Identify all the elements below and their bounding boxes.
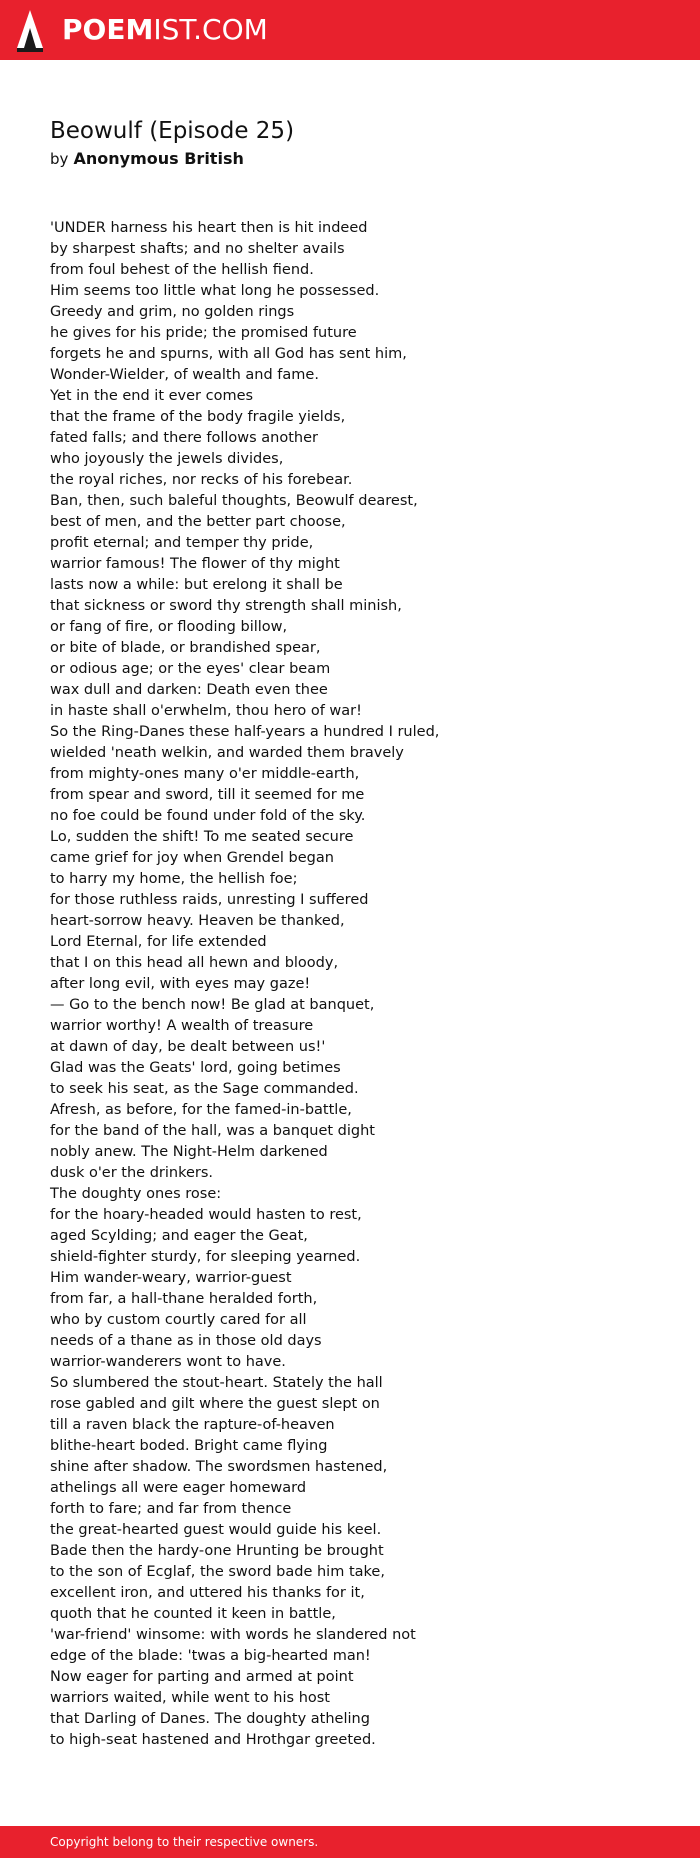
poem-line: Lo, sudden the shift! To me seated secure <box>50 829 354 845</box>
poem-line: or odious age; or the eyes' clear beam <box>50 661 331 677</box>
poem-line: for the hoary-headed would hasten to rest, <box>50 1207 362 1223</box>
poem-line: warrior worthy! A wealth of treasure <box>50 1018 314 1034</box>
poem-line: Lord Eternal, for life extended <box>50 934 267 950</box>
poem-line: Glad was the Geats' lord, going betimes <box>50 1060 341 1076</box>
poem-line: The doughty ones rose: <box>50 1186 222 1202</box>
poem-line: after long evil, with eyes may gaze! <box>50 976 311 992</box>
poem-line: for the band of the hall, was a banquet dight <box>50 1123 375 1139</box>
poem-line: edge of the blade: 'twas a big-hearted man! <box>50 1648 371 1664</box>
poem-line: 'UNDER harness his heart then is hit indeed <box>50 220 368 236</box>
poem-line: in haste shall o'erwhelm, thou hero of war! <box>50 703 362 719</box>
poem-line: 'war-friend' winsome: with words he slandered not <box>50 1627 416 1643</box>
poem-line: So slumbered the stout-heart. Stately the hall <box>50 1375 383 1391</box>
poem-line: Him wander-weary, warrior-guest <box>50 1270 292 1286</box>
poem-line: Yet in the end it ever comes <box>50 388 254 404</box>
byline <box>50 147 244 171</box>
poem-line: forgets he and spurns, with all God has sent him, <box>50 346 407 362</box>
poem-line: Ban, then, such baleful thoughts, Beowulf dearest, <box>50 493 418 509</box>
poem-line: forth to fare; and far from thence <box>50 1501 292 1517</box>
poem-line: the great-hearted guest would guide his keel. <box>50 1522 382 1538</box>
copyright-text: Copyright belong to their respective owners. <box>50 1835 319 1849</box>
poem-line: quoth that he counted it keen in battle, <box>50 1606 336 1622</box>
poem-line: Bade then the hardy-one Hrunting be brought <box>50 1543 384 1559</box>
poem-line: to high-seat hastened and Hrothgar greeted. <box>50 1732 376 1748</box>
poem-line: that sickness or sword thy strength shall minish, <box>50 598 402 614</box>
poem-line: rose gabled and gilt where the guest slept on <box>50 1396 380 1412</box>
poem-line: needs of a thane as in those old days <box>50 1333 322 1349</box>
poem-line: wielded 'neath welkin, and warded them bravely <box>50 745 404 761</box>
poem-line: who joyously the jewels divides, <box>50 451 284 467</box>
poem-line: Him seems too little what long he possessed. <box>50 283 380 299</box>
poem-line: profit eternal; and temper thy pride, <box>50 535 314 551</box>
author-name[interactable]: Anonymous British <box>73 149 244 168</box>
poem-line: Wonder-Wielder, of wealth and fame. <box>50 367 319 383</box>
poem-line: aged Scylding; and eager the Geat, <box>50 1228 308 1244</box>
poem-line: he gives for his pride; the promised future <box>50 325 357 341</box>
poem-line: wax dull and darken: Death even thee <box>50 682 328 698</box>
poem-line: nobly anew. The Night-Helm darkened <box>50 1144 328 1160</box>
poem-line: or fang of fire, or flooding billow, <box>50 619 288 635</box>
poem-line: from spear and sword, till it seemed for me <box>50 787 365 803</box>
poem-line: dusk o'er the drinkers. <box>50 1165 214 1181</box>
logo-bold-text: POEM <box>62 13 154 46</box>
poem-line: that Darling of Danes. The doughty atheling <box>50 1711 370 1727</box>
pencil-tip-icon[interactable] <box>16 10 44 52</box>
poem-line: So the Ring-Danes these half-years a hundred I ruled, <box>50 724 440 740</box>
poem-line: blithe-heart boded. Bright came flying <box>50 1438 328 1454</box>
site-logo[interactable] <box>62 10 268 50</box>
site-header <box>0 0 700 60</box>
poem-line: excellent iron, and uttered his thanks for it, <box>50 1585 365 1601</box>
poem-line: the royal riches, nor recks of his forebear. <box>50 472 353 488</box>
poem-line: to seek his seat, as the Sage commanded. <box>50 1081 359 1097</box>
poem-line: warrior famous! The flower of thy might <box>50 556 340 572</box>
poem-line: shine after shadow. The swordsmen hastened, <box>50 1459 388 1475</box>
poem-line: from foul behest of the hellish fiend. <box>50 262 314 278</box>
poem-line: came grief for joy when Grendel began <box>50 850 334 866</box>
poem-line: athelings all were eager homeward <box>50 1480 307 1496</box>
poem-title: Beowulf (Episode 25) <box>50 118 295 144</box>
poem-line: at dawn of day, be dealt between us!' <box>50 1039 326 1055</box>
poem-line: shield-fighter sturdy, for sleeping yearned. <box>50 1249 361 1265</box>
poem-line: no foe could be found under fold of the sky. <box>50 808 366 824</box>
poem-line: that the frame of the body fragile yields, <box>50 409 346 425</box>
poem-line: till a raven black the rapture-of-heaven <box>50 1417 335 1433</box>
poem-line: Greedy and grim, no golden rings <box>50 304 295 320</box>
poem-line: or bite of blade, or brandished spear, <box>50 640 321 656</box>
poem-line: for those ruthless raids, unresting I suffered <box>50 892 369 908</box>
site-footer <box>0 1826 700 1858</box>
poem-line: to the son of Ecglaf, the sword bade him take, <box>50 1564 385 1580</box>
poem-line: fated falls; and there follows another <box>50 430 318 446</box>
poem-line: warriors waited, while went to his host <box>50 1690 330 1706</box>
poem-line: that I on this head all hewn and bloody, <box>50 955 339 971</box>
poem-line: from mighty-ones many o'er middle-earth, <box>50 766 360 782</box>
poem-line: heart-sorrow heavy. Heaven be thanked, <box>50 913 345 929</box>
poem-line: lasts now a while: but erelong it shall be <box>50 577 343 593</box>
poem-line: best of men, and the better part choose, <box>50 514 346 530</box>
by-label: by <box>50 150 69 168</box>
poem-line: warrior-wanderers wont to have. <box>50 1354 286 1370</box>
poem-line: to harry my home, the hellish foe; <box>50 871 298 887</box>
poem-line: from far, a hall-thane heralded forth, <box>50 1291 318 1307</box>
logo-light-text: IST.COM <box>153 13 268 46</box>
poem-line: Now eager for parting and armed at point <box>50 1669 354 1685</box>
poem-line: Afresh, as before, for the famed-in-battle, <box>50 1102 352 1118</box>
poem-body <box>50 218 670 1751</box>
poem-line: — Go to the bench now! Be glad at banquet, <box>50 997 375 1013</box>
poem-line: who by custom courtly cared for all <box>50 1312 307 1328</box>
poem-line: by sharpest shafts; and no shelter avails <box>50 241 345 257</box>
